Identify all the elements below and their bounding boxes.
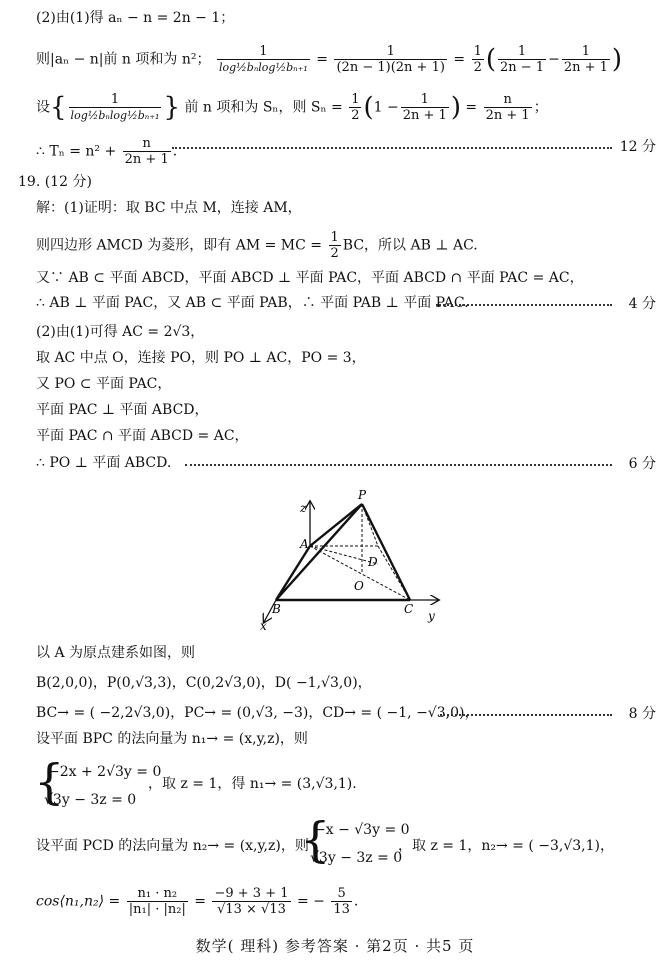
brace: { (34, 754, 65, 810)
formula-line: 则四边形 AMCD 为菱形，即有 AM = MC = $\frac{1}{2}$ BC，所以 AB ⊥ AC. (36, 230, 478, 261)
fraction: $\frac{n}{2n + 1}$ (124, 136, 169, 167)
formula-line: 设{ $\frac{1}{\text{log½bₙlog½bₙ₊₁}}$ } 前 n 项和为 Sₙ，则 Sₙ = $\frac{1}{2}$ (1 − $\frac{1}{2n + 1}$ ) = $\frac{n}{2n + 1}$ ； (36, 92, 548, 123)
step-line: 又 PO ⊂ 平面 PAC， (36, 376, 172, 392)
label-x: x (260, 619, 267, 633)
fraction: $\frac{1}{(2n - 1)(2n + 1)}$ (336, 44, 445, 75)
label-D: D (368, 555, 378, 569)
step-line: 平面 PAC ⊥ 平面 ABCD， (36, 402, 209, 418)
step-line: (2)由(1)得 aₙ − n = 2n − 1； (36, 10, 235, 26)
step-line: 设平面 PCD 的法向量为 n₂→ = (x,y,z)，则 (36, 838, 309, 854)
step-line: 取 AC 中点 O，连接 PO，则 PO ⊥ AC，PO = 3， (36, 350, 366, 366)
step-line: 设平面 BPC 的法向量为 n₁→ = (x,y,z)，则 (36, 731, 308, 747)
equation: −2x + 2√3y = 0 (48, 764, 162, 780)
fraction: $\frac{5}{13}$ (333, 886, 350, 917)
dotted-leader (185, 464, 612, 466)
label-C: C (404, 602, 414, 616)
question-header: 19. (12 分) (18, 174, 92, 190)
fraction: $\frac{1}{2n + 1}$ (402, 92, 447, 123)
fraction: $\frac{-9 + 3 + 1}{√13 \times √13}$ (214, 886, 289, 917)
step-line: ∴ AB ⊥ 平面 PAC，又 AB ⊂ 平面 PAB，∴ 平面 PAB ⊥ 平面 PAC. (36, 295, 469, 311)
equation: −x − √3y = 0 (314, 822, 410, 838)
fraction: $\frac{1}{2n + 1}$ (563, 44, 608, 75)
step-line: B(2,0,0)，P(0,√3,3)，C(0,2√3,0)，D( −1,√3,0)， (36, 675, 372, 691)
dotted-leader (172, 147, 612, 149)
score-label: 4 分 (628, 296, 656, 312)
page-footer: 数学( 理科) 参考答案 · 第2页 · 共5 页 (195, 937, 475, 955)
step-line: BC→ = ( −2,2√3,0)，PC→ = (0,√3, −3)，CD→ = ( −1, −√3,0)， (36, 705, 479, 721)
fraction: $\frac{1}{\text{log½bₙlog½bₙ₊₁}}$ (70, 92, 160, 122)
formula-line: ∴ Tₙ = n² + $\frac{n}{2n + 1}$ . (36, 136, 178, 167)
fraction: $\frac{n}{2n + 1}$ (485, 92, 530, 123)
label-O: O (354, 579, 364, 593)
brace: { (300, 812, 331, 868)
equation: √3y − 3z = 0 (310, 850, 403, 866)
label-A: A (300, 537, 309, 551)
score-label: 12 分 (619, 139, 656, 155)
fraction: $\frac{1}{2n - 1}$ (500, 44, 545, 75)
score-label: 6 分 (628, 456, 656, 472)
equation: √3y − 3z = 0 (44, 792, 137, 808)
pyramid-figure (250, 488, 450, 633)
step-line: 平面 PAC ∩ 平面 ABCD = AC， (36, 428, 249, 444)
formula-line: cos⟨n₁,n₂⟩ = $\frac{\text{n₁ · n₂}}{\text{|n₁| · |n₂|}}$ = $\frac{-9 + 3 + 1}{√13 \times √13}$ = − $\frac{5}{13}$ . (36, 886, 359, 917)
step-line: 解：(1)证明：取 BC 中点 M，连接 AM， (36, 200, 302, 216)
step-line: 又∵ AB ⊂ 平面 ABCD，平面 ABCD ⊥ 平面 PAC，平面 ABCD ∩ 平面 PAC = AC， (36, 270, 584, 286)
score-label: 8 分 (628, 706, 656, 722)
fraction: $\frac{1}{2}$ (351, 92, 360, 123)
step-line: 以 A 为原点建系如图，则 (36, 645, 196, 661)
step-line: ∴ PO ⊥ 平面 ABCD. (36, 455, 172, 471)
step-line: ，取 z = 1，n₂→ = ( −3,√3,1)， (398, 838, 615, 854)
label-B: B (272, 602, 281, 616)
step-line: ，取 z = 1，得 n₁→ = (3,√3,1). (148, 776, 357, 792)
label-z: z (300, 501, 307, 515)
formula-line: 则|aₙ − n|前 n 项和为 n²； $\frac{1}{\text{log½bₙlog½bₙ₊₁}}$ = $\frac{1}{(2n - 1)(2n + 1)}$ = $\frac{1}{2}$ ( $\frac{1}{2n - 1}$ − $\frac{1}{2n + 1}$ ) (36, 44, 623, 75)
dotted-leader (436, 304, 612, 306)
fraction: $\frac{\text{n₁ · n₂}}{\text{|n₁| · |n₂|}}$ (128, 886, 186, 917)
dotted-leader (440, 714, 612, 716)
label-y: y (428, 609, 435, 623)
step-line: (2)由(1)可得 AC = 2√3， (36, 324, 205, 340)
fraction: $\frac{1}{2}$ (330, 230, 339, 261)
fraction: $\frac{1}{2}$ (473, 44, 482, 75)
label-P: P (358, 488, 367, 502)
fraction: $\frac{1}{\text{log½bₙlog½bₙ₊₁}}$ (218, 44, 308, 74)
